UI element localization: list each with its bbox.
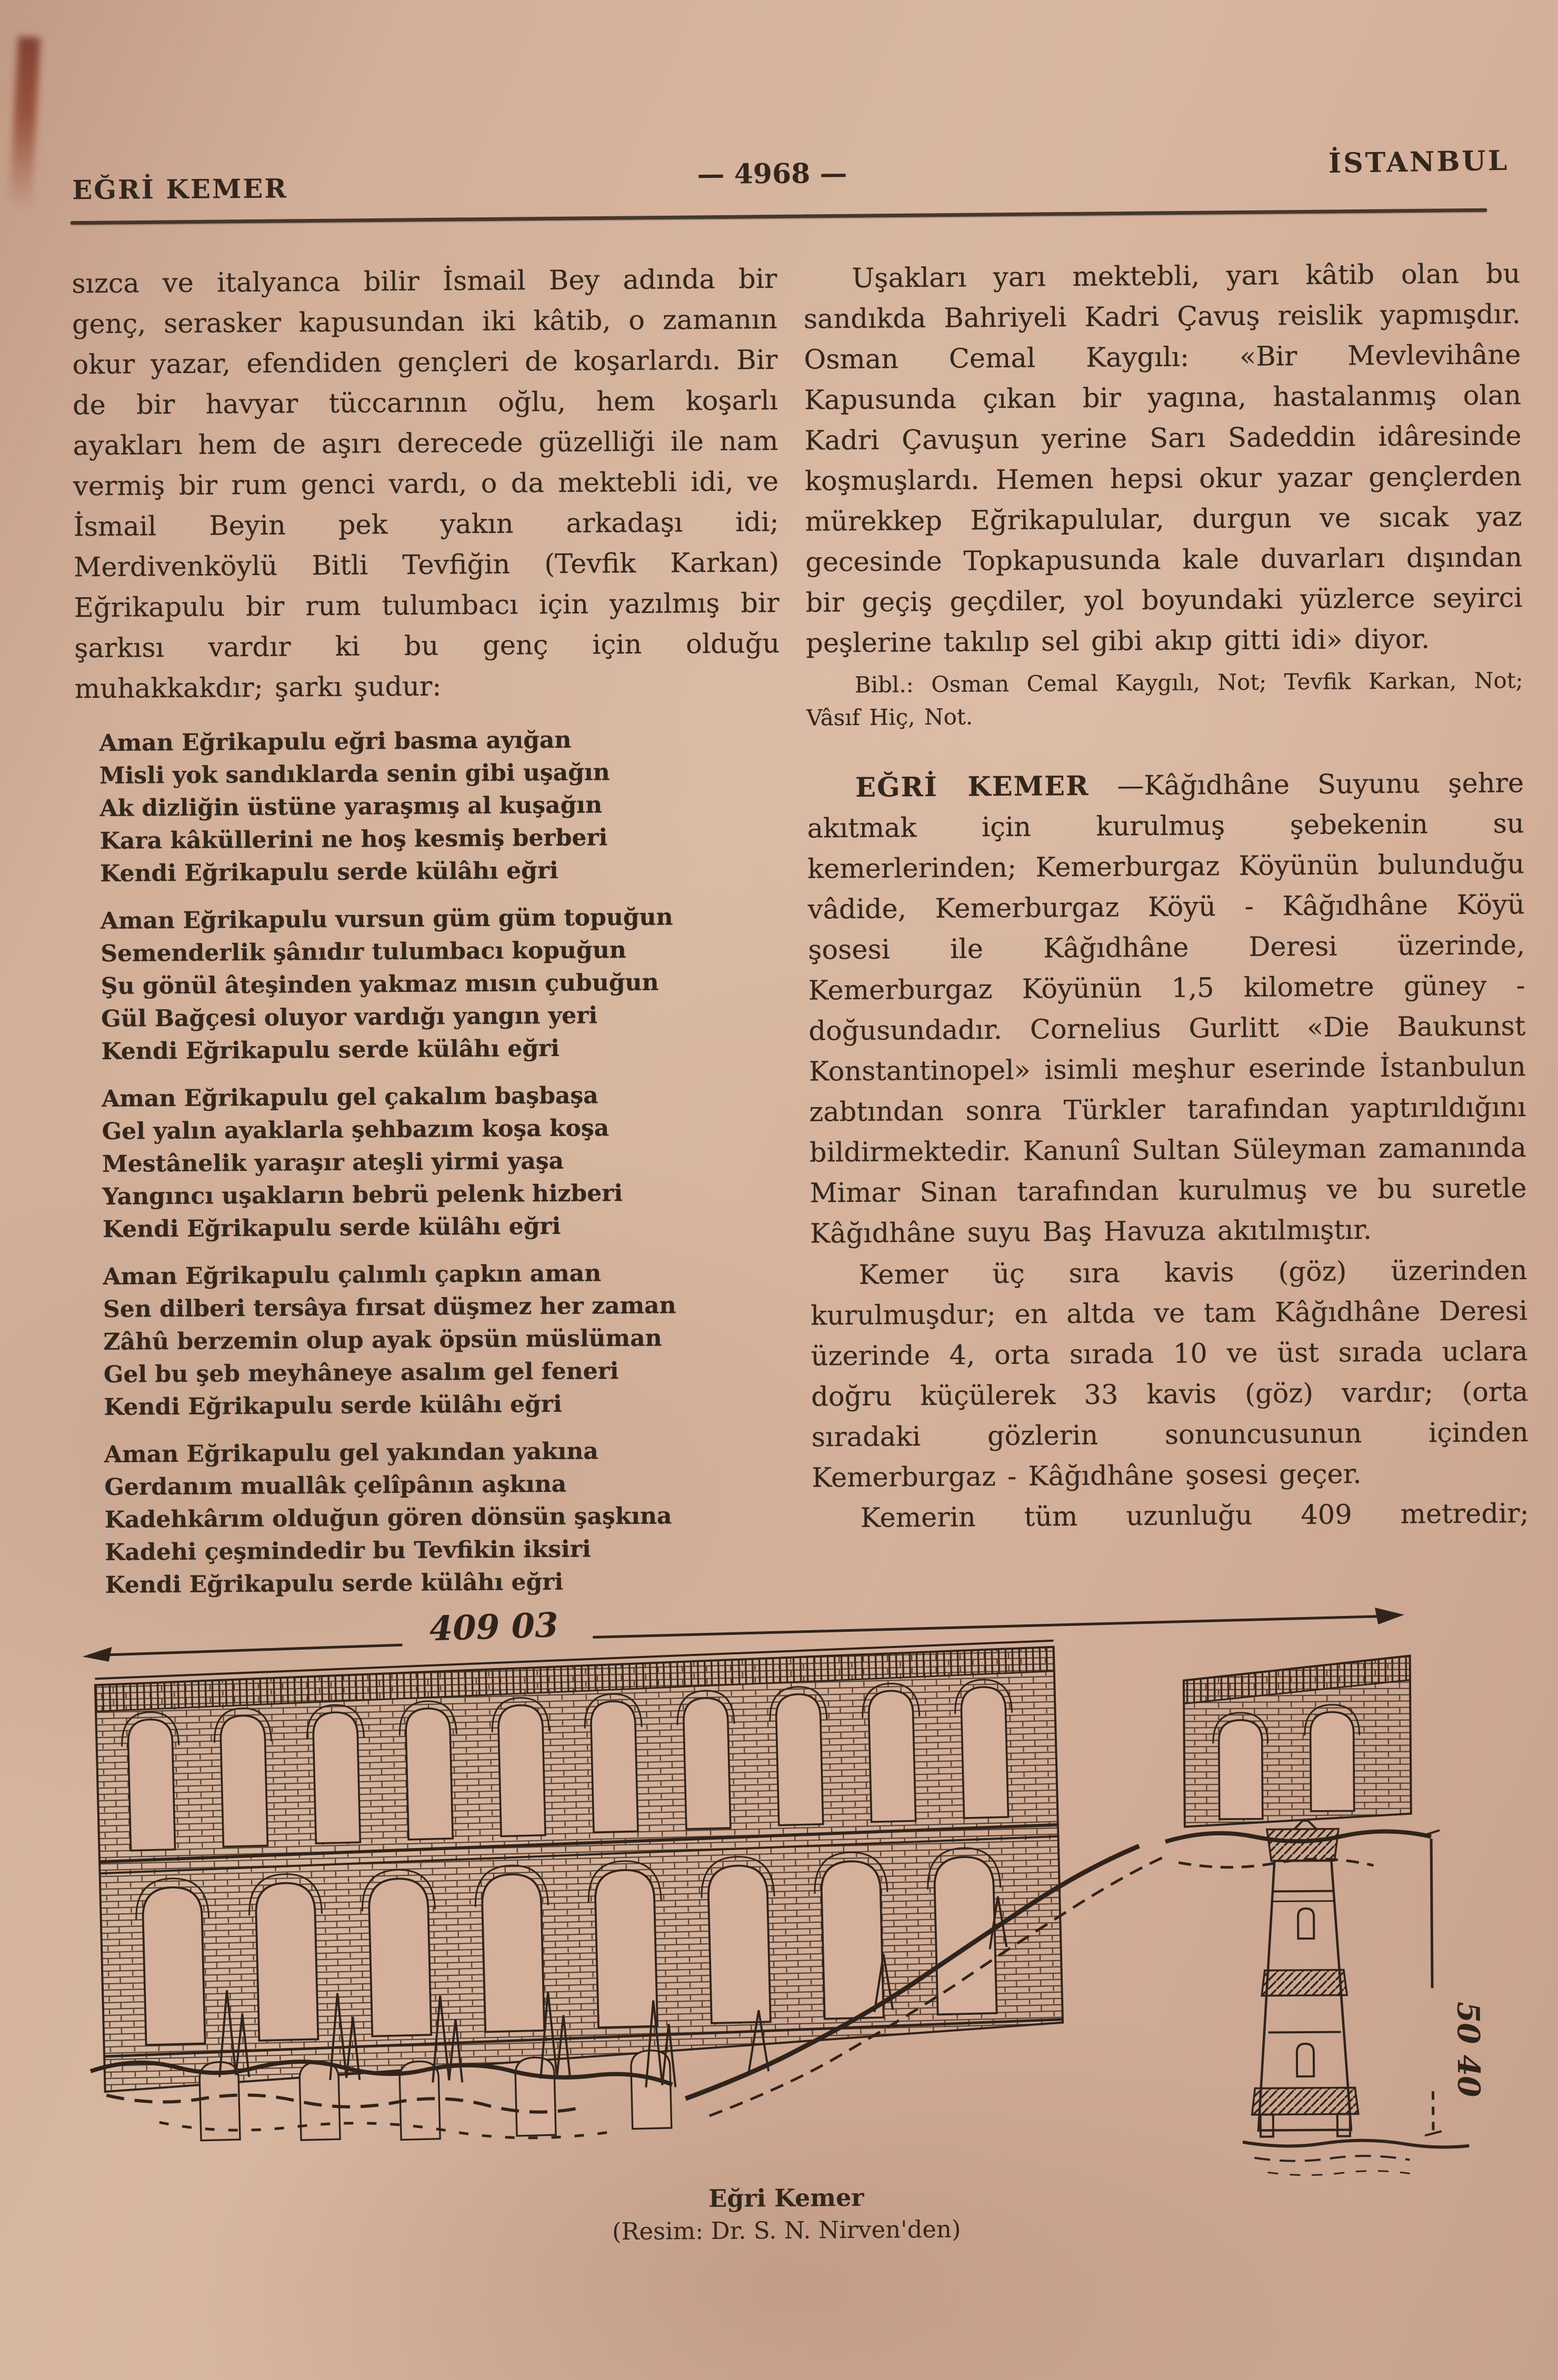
poem-line: Kadehkârım olduğun gören dönsün şaşkına (104, 1502, 672, 1533)
poem-line: Aman Eğrikapulu çalımlı çapkın aman (103, 1260, 602, 1290)
header-rule (71, 208, 1487, 225)
poem-line: Gül Bağçesi oluyor vardığı yangın yeri (101, 1002, 598, 1032)
poem-line: Zâhû berzemin olup ayak öpsün müslüman (103, 1324, 662, 1355)
poem-line: Misli yok sandıklarda senin gibi uşağın (99, 759, 610, 789)
right-column (803, 254, 1529, 1539)
poem-line: Sen dilberi tersâya fırsat düşmez her zaman (103, 1292, 676, 1323)
poem-line: Aman Eğrikapulu gel çakalım başbaşa (102, 1082, 598, 1112)
poem-line: Kendi Eğrikapulu serde külâhı eğri (102, 1212, 561, 1243)
poem-line: Kara kâküllerini ne hoş kesmiş berberi (99, 824, 608, 855)
aqueduct-illustration (61, 1592, 1513, 2191)
poem-line: Aman Eğrikapulu vursun güm güm topuğun (100, 903, 673, 935)
poem-line: Kendi Eğrikapulu serde külâhı eğri (105, 1568, 564, 1599)
caption-credit: (Resim: Dr. S. N. Nirven'den) (612, 2215, 961, 2246)
poem-line: Gerdanım muallâk çelîpânın aşkına (104, 1470, 567, 1501)
poem-line: Kendi Eğrikapulu serde külâhı eğri (104, 1390, 562, 1421)
poem-stanza (102, 1078, 784, 1246)
poem-stanza (99, 722, 781, 890)
poem-line: Aman Eğrikapulu gel yakından yakına (104, 1438, 598, 1468)
figure-caption (7, 2177, 1558, 2254)
poem-line: Kendi Eğrikapulu serde külâhı eğri (101, 1035, 560, 1065)
poem-line: Kadehi çeşmindedir bu Tevfikin iksiri (105, 1535, 591, 1566)
page-number: — 4968 — (697, 157, 847, 191)
caption-title: Eğri Kemer (708, 2183, 864, 2213)
left-column (72, 259, 786, 1616)
top-dimension-label: 409 03 (428, 1605, 559, 1649)
poem-stanza (104, 1434, 786, 1602)
song-poem (75, 722, 786, 1602)
poem-line: Gel yalın ayaklarla şehbazım koşa koşa (102, 1114, 610, 1145)
height-dimension-label: 50 40 (1450, 2001, 1487, 2097)
poem-line: Semenderlik şânıdır tulumbacı kopuğun (101, 937, 626, 967)
article-lead: —Kâğıdhâne Suyunu şehre akıtmak için kurulmuş şebekenin su kemerlerinden; Kemerburgaz Köyünün bulunduğu vâdide, Kemerburgaz Köyü - Kâğıdhâne Köyü şosesi ile Kâğıdhâne Deresi üzerinde, Kemerburgaz Köyünün 1,5 kilometre güney - doğusundadır. Cornelius Gurlitt «Die Baukunst Konstantinopel» isimli meşhur eserinde İstanbulun zabtından sonra Türkler tarafından yaptırıldığını bildirmektedir. Kanunî Sultan Süleyman zamanında Mimar Sinan tarafından kurulmuş ve bu suretle Kâğıdhâne suyu Baş Havuza akıtılmıştır. (807, 768, 1527, 1250)
poem-line: Şu gönül âteşinden yakmaz mısın çubuğun (101, 969, 659, 1000)
water-tower (1241, 1820, 1470, 2176)
article-egri-kemer (807, 763, 1527, 1254)
poem-line: Gel bu şeb meyhâneye asalım gel feneri (103, 1358, 619, 1388)
bibliography: Bibl.: Osman Cemal Kaygılı, Not; Tevfik Karkan, Not; Vâsıf Hiç, Not. (806, 667, 1523, 731)
poem-line: Aman Eğrikapulu eğri basma ayığan (99, 726, 572, 757)
article-title: EĞRİ KEMER (855, 770, 1090, 804)
poem-line: Kendi Eğrikapulu serde külâhı eğri (100, 857, 558, 887)
article-gap (806, 729, 1523, 768)
running-head-left: EĞRİ KEMER (72, 173, 288, 206)
poem-stanza (101, 900, 783, 1068)
running-head-right: İSTANBUL (1327, 144, 1510, 180)
poem-line: Mestânelik yaraşır ateşli yirmi yaşa (102, 1147, 564, 1178)
intro-paragraph: sızca ve italyanca bilir İsmail Bey adında bir genç, serasker kapusundan iki kâtib, o zamanın okur yazar, efendiden gençleri de koşarlardı. Bir de bir havyar tüccarının oğlu, hem koşarlı ayakları hem de aşırı derecede güzelliği ile nam vermiş bir rum genci vardı, o da mektebli idi, ve İsmail Beyin pek yakın arkadaşı idi; Merdivenköylü Bitli Tevfiğin (Tevfik Karkan) Eğrikapulu bir rum tulumbacı için yazılmış bir şarkısı vardır ki bu genç için olduğu muhakkakdır; şarkı şudur: (72, 263, 780, 705)
poem-stanza (103, 1256, 785, 1424)
paragraph-arches: Kemer üç sıra kavis (göz) üzerinden kurulmuşdur; en altda ve tam Kâğıdhâne Deresi üzerinde 4, orta sırada 10 ve üst sırada uclara doğru küçülerek 33 kavis (göz) vardır; (orta sıradaki gözlerin sonuncusunun içinden Kemerburgaz - Kâğıdhâne şosesi geçer. (810, 1255, 1529, 1494)
aqueduct-figure (61, 1592, 1513, 2191)
poem-line: Ak dizliğin üstüne yaraşmış al kuşağın (99, 791, 603, 822)
paragraph-usaklari: Uşakları yarı mektebli, yarı kâtib olan bu sandıkda Bahriyeli Kadri Çavuş reislik yapmışdır. Osman Cemal Kaygılı: «Bir Mevlevihâne Kapusunda çıkan bir yagına, hastalanmış olan Kadri Çavuşun yerine Sarı Sadeddin idâresinde koşmuşlardı. Hemen hepsi okur yazar gençlerden mürekkep Eğrikapulular, durgun ve sıcak yaz gecesinde Topkapusunda kale duvarları dışından bir geçiş geçdiler, yol boyundaki yüzlerce seyirci peşlerine takılıp sel gibi akıp gitti idi» diyor. (803, 258, 1523, 659)
height-dimension (1423, 1830, 1487, 2136)
paragraph-length: Kemerin tüm uzunluğu 409 metredir; (860, 1498, 1529, 1534)
poem-line: Yangıncı uşakların bebrü pelenk hizberi (102, 1180, 623, 1210)
